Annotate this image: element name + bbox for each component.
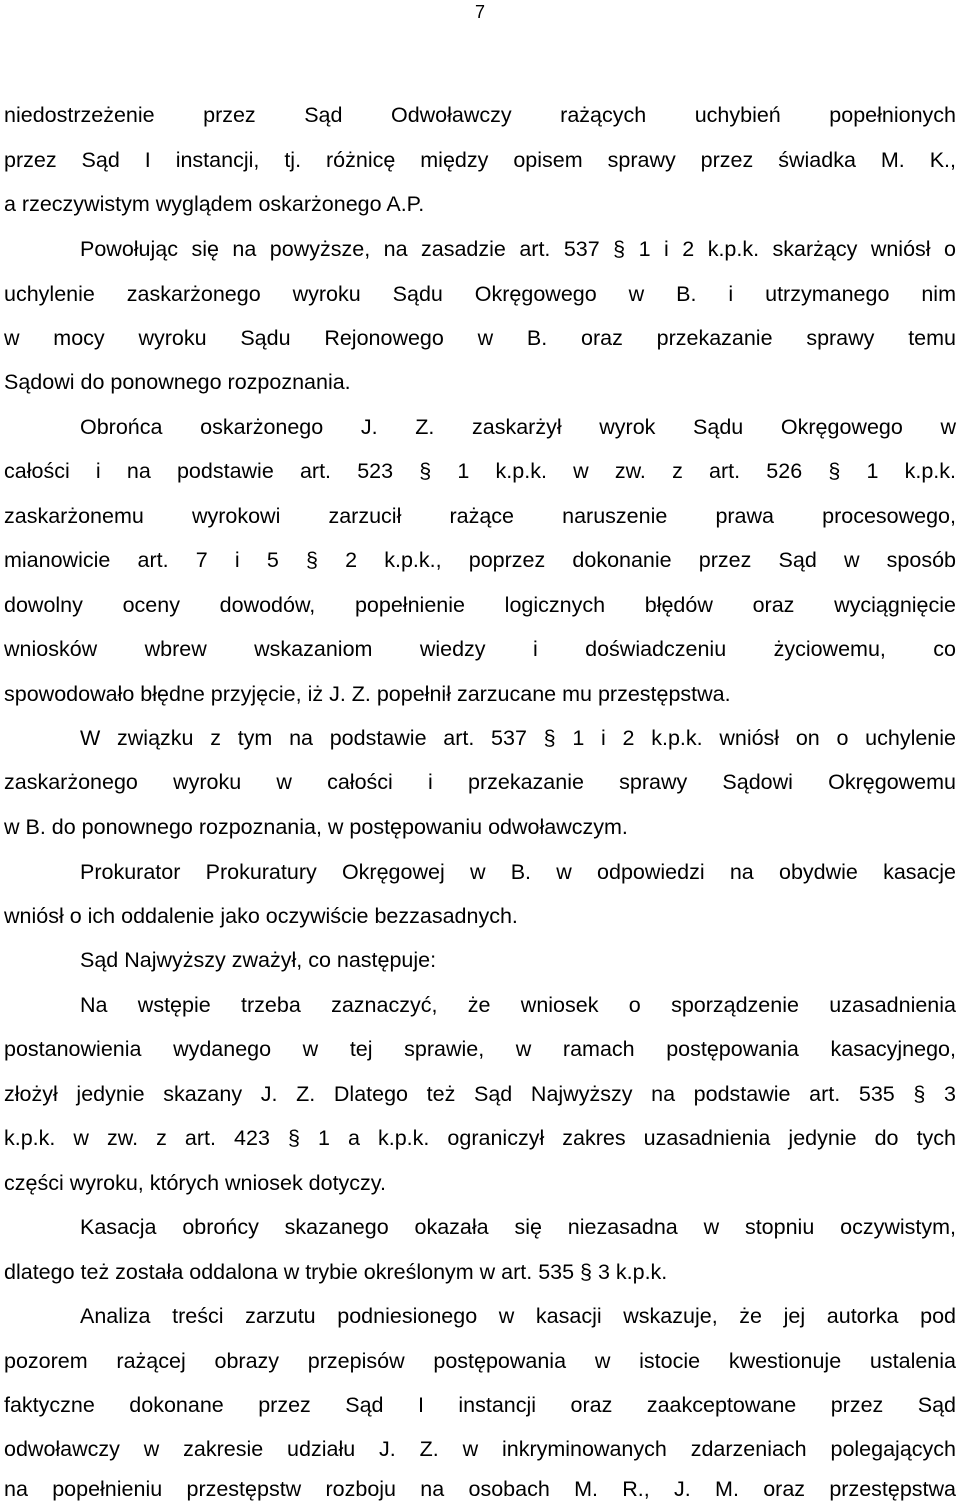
text-line: Kasacja obrońcy skazanego okazała się niezasadna w stopniu oczywistym, — [80, 1215, 956, 1239]
text-line: pozorem rażącej obrazy przepisów postępowania w istocie kwestionuje ustalenia — [4, 1349, 956, 1373]
text-line: Na wstępie trzeba zaznaczyć, że wniosek o sporządzenie uzasadnienia — [80, 993, 956, 1017]
text-line: W związku z tym na podstawie art. 537 § 1 i 2 k.p.k. wniósł on o uchylenie — [80, 726, 956, 750]
text-line: postanowienia wydanego w tej sprawie, w ramach postępowania kasacyjnego, — [4, 1037, 956, 1061]
text-line: zaskarżonego wyroku w całości i przekazanie sprawy Sądowi Okręgowemu — [4, 770, 956, 794]
text-line: Analiza treści zarzutu podniesionego w kasacji wskazuje, że jej autorka pod — [80, 1304, 956, 1328]
text-line: wniósł o ich oddalenie jako oczywiście bezzasadnych. — [4, 904, 518, 928]
section-heading: Sąd Najwyższy zważył, co następuje: — [80, 948, 437, 972]
text-line: Sądowi do ponownego rozpoznania. — [4, 370, 351, 394]
text-line: mianowicie art. 7 i 5 § 2 k.p.k., poprzez dokonanie przez Sąd w sposób — [4, 548, 956, 572]
text-line: przez Sąd I instancji, tj. różnicę między opisem sprawy przez świadka M. K., — [4, 148, 956, 172]
text-line: całości i na podstawie art. 523 § 1 k.p.k. w zw. z art. 526 § 1 k.p.k. — [4, 459, 956, 483]
text-line: dlatego też została oddalona w trybie określonym w art. 535 § 3 k.p.k. — [4, 1260, 668, 1284]
text-line: odwoławczy w zakresie udziału J. Z. w inkryminowanych zdarzeniach polegających — [4, 1437, 956, 1461]
text-line: niedostrzeżenie przez Sąd Odwoławczy rażących uchybień popełnionych — [4, 103, 956, 127]
text-line: uchylenie zaskarżonego wyroku Sądu Okręgowego w B. i utrzymanego nim — [4, 282, 956, 306]
text-line: faktyczne dokonane przez Sąd I instancji oraz zaakceptowane przez Sąd — [4, 1393, 956, 1417]
text-line: części wyroku, których wniosek dotyczy. — [4, 1171, 386, 1195]
text-line: k.p.k. w zw. z art. 423 § 1 a k.p.k. ograniczył zakres uzasadnienia jedynie do tych — [4, 1126, 956, 1150]
text-line: dowolny oceny dowodów, popełnienie logicznych błędów oraz wyciągnięcie — [4, 593, 956, 617]
text-line: Obrońca oskarżonego J. Z. zaskarżył wyrok Sądu Okręgowego w — [80, 415, 956, 439]
text-line: w mocy wyroku Sądu Rejonowego w B. oraz przekazanie sprawy temu — [4, 326, 956, 350]
text-line: w B. do ponownego rozpoznania, w postępowaniu odwoławczym. — [4, 815, 628, 839]
text-line: złożył jedynie skazany J. Z. Dlatego też Sąd Najwyższy na podstawie art. 535 § 3 — [4, 1082, 956, 1106]
text-line: spowodowało błędne przyjęcie, iż J. Z. popełnił zarzucane mu przestępstwa. — [4, 682, 731, 706]
text-line: Powołując się na powyższe, na zasadzie art. 537 § 1 i 2 k.p.k. skarżący wniósł o — [80, 237, 956, 261]
text-line: na popełnieniu przestępstw rozboju na osobach M. R., J. M. oraz przestępstwa — [4, 1477, 956, 1501]
text-line: zaskarżonemu wyrokowi zarzucił rażące naruszenie prawa procesowego, — [4, 504, 956, 528]
text-line: Prokurator Prokuratury Okręgowej w B. w odpowiedzi na obydwie kasacje — [80, 860, 956, 884]
page-number: 7 — [474, 2, 485, 22]
text-line: a rzeczywistym wyglądem oskarżonego A.P. — [4, 192, 425, 216]
text-line: wniosków wbrew wskazaniom wiedzy i doświadczeniu życiowemu, co — [4, 637, 956, 661]
